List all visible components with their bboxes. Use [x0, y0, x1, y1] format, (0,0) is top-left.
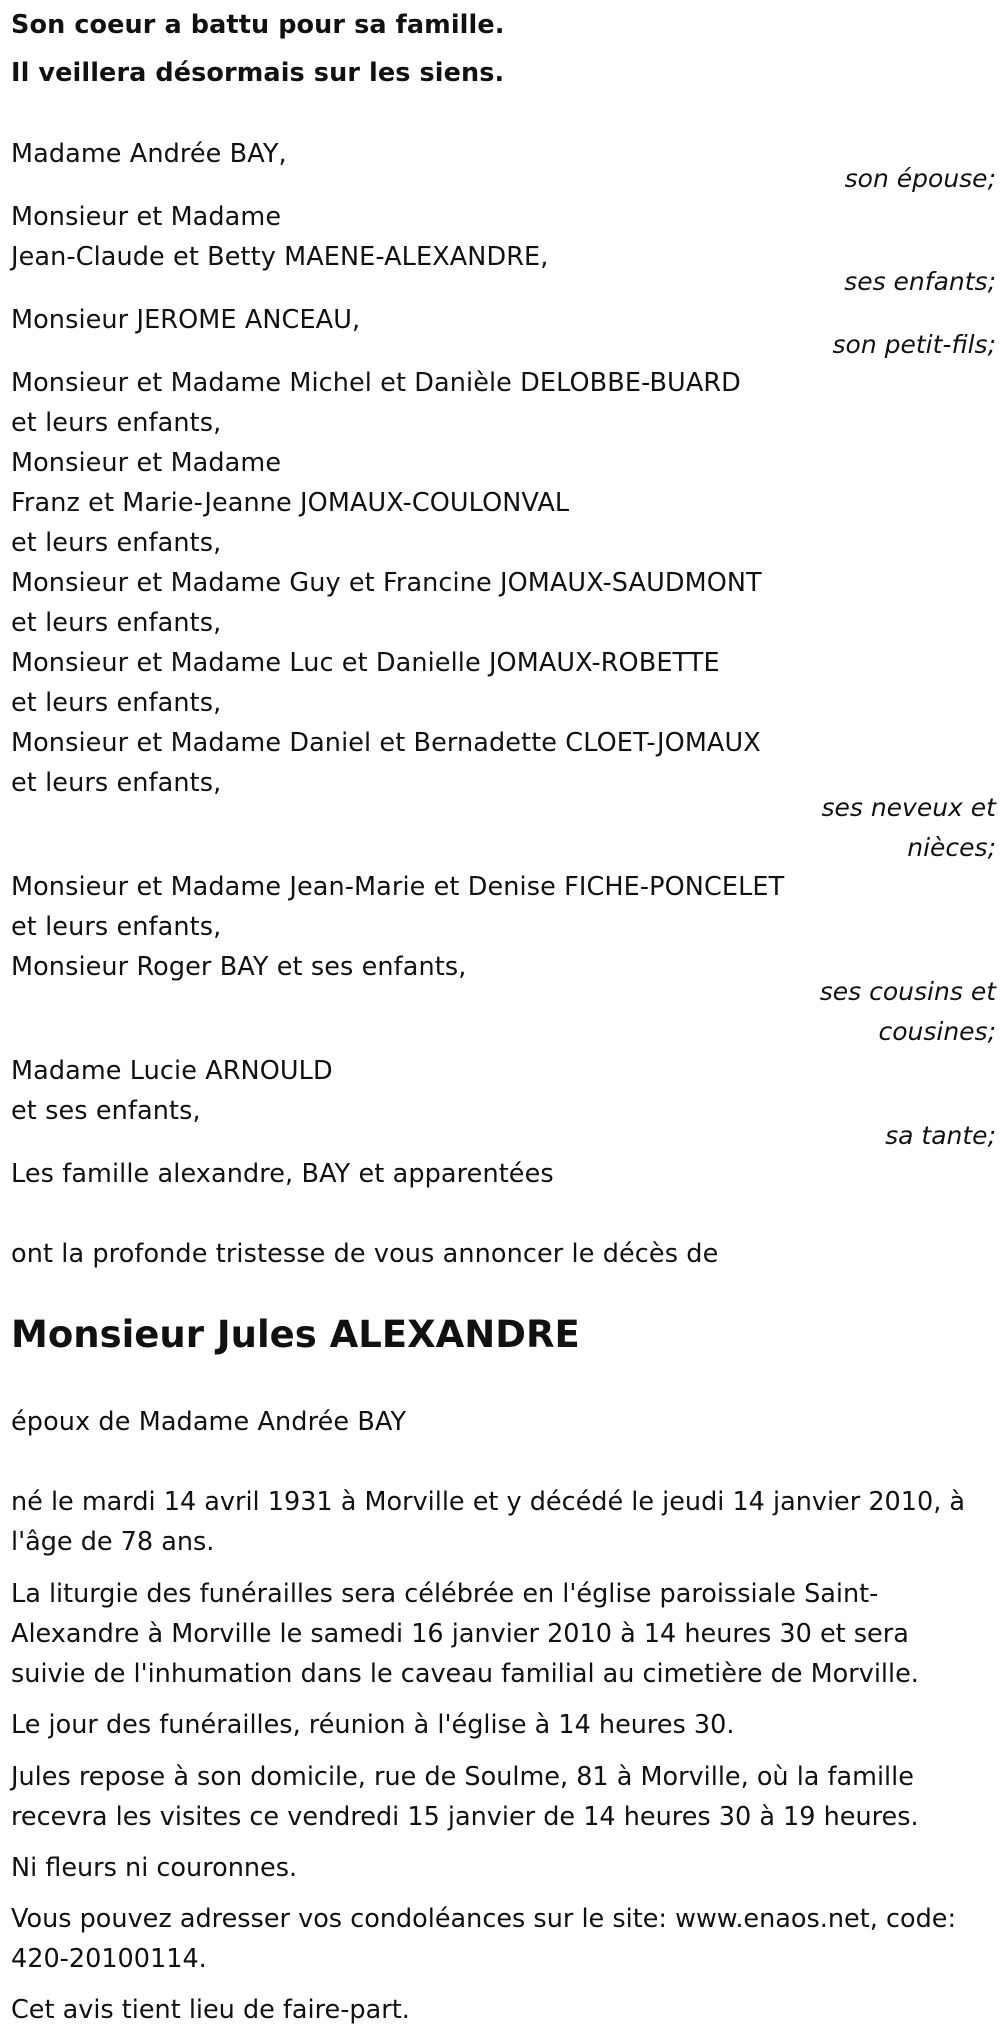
- intro-line-1: Son coeur a battu pour sa famille.: [11, 10, 505, 40]
- neveux-line: Monsieur et Madame Luc et Danielle JOMAUX-ROBETTE: [11, 648, 720, 678]
- neveux-line: et leurs enfants,: [11, 688, 222, 718]
- cousins-line: et leurs enfants,: [11, 912, 222, 942]
- neveux-relation-2: nièces;: [907, 833, 996, 862]
- neveux-relation-1: ses neveux et: [821, 793, 996, 822]
- neveux-line: Monsieur et Madame: [11, 448, 282, 478]
- other-families: Les famille alexandre, BAY et apparentées: [11, 1159, 554, 1189]
- notice-text: Cet avis tient lieu de faire-part.: [11, 1995, 410, 2025]
- tante-relation: sa tante;: [885, 1121, 996, 1150]
- enfants-relation: ses enfants;: [844, 267, 996, 296]
- epouse-name: Madame Andrée BAY,: [11, 139, 287, 169]
- cousins-line: Monsieur Roger BAY et ses enfants,: [11, 952, 467, 982]
- liturgy-details: La liturgie des funérailles sera célébrée en l'église paroissiale Saint-Alexandre à Morville le samedi 16 janvier 2010 à 14 heures 30 et sera suivie de l'inhumation dans le caveau familial au cimetière de Morville.: [11, 1579, 919, 1689]
- epouse-relation: son épouse;: [844, 164, 996, 193]
- neveux-line: et leurs enfants,: [11, 608, 222, 638]
- home-visit-details: Jules repose à son domicile, rue de Soulme, 81 à Morville, où la famille recevra les visites ce vendredi 15 janvier de 14 heures 30 à 19 heures.: [11, 1762, 919, 1832]
- announcement-text: ont la profonde tristesse de vous annoncer le décès de: [11, 1239, 719, 1269]
- neveux-line: Monsieur et Madame Michel et Danièle DELOBBE-BUARD: [11, 368, 741, 398]
- neveux-line: et leurs enfants,: [11, 408, 222, 438]
- enfants-line-2: Jean-Claude et Betty MAENE-ALEXANDRE,: [11, 242, 549, 272]
- cousins-relation-2: cousines;: [878, 1017, 996, 1046]
- flowers-note: Ni fleurs ni couronnes.: [11, 1853, 298, 1883]
- neveux-line: Monsieur et Madame Guy et Francine JOMAUX-SAUDMONT: [11, 568, 762, 598]
- petitfils-relation: son petit-fils;: [832, 330, 996, 359]
- cousins-relation-1: ses cousins et: [819, 977, 996, 1006]
- neveux-line: et leurs enfants,: [11, 528, 222, 558]
- intro-line-2: Il veillera désormais sur les siens.: [11, 58, 505, 88]
- cousins-line: Monsieur et Madame Jean-Marie et Denise FICHE-PONCELET: [11, 872, 785, 902]
- meeting-details: Le jour des funérailles, réunion à l'église à 14 heures 30.: [11, 1710, 735, 1740]
- neveux-line: Monsieur et Madame Daniel et Bernadette CLOET-JOMAUX: [11, 728, 761, 758]
- neveux-line: et leurs enfants,: [11, 768, 222, 798]
- condolences-info: Vous pouvez adresser vos condoléances sur le site: www.enaos.net, code: 420-20100114.: [11, 1904, 957, 1974]
- tante-line-1: Madame Lucie ARNOULD: [11, 1056, 333, 1086]
- neveux-line: Franz et Marie-Jeanne JOMAUX-COULONVAL: [11, 488, 570, 518]
- tante-line-2: et ses enfants,: [11, 1096, 201, 1126]
- deceased-name: Monsieur Jules ALEXANDRE: [11, 1313, 580, 1356]
- enfants-line-1: Monsieur et Madame: [11, 202, 282, 232]
- petitfils-name: Monsieur JEROME ANCEAU,: [11, 305, 361, 335]
- spouse-of: époux de Madame Andrée BAY: [11, 1407, 407, 1437]
- birth-death-details: né le mardi 14 avril 1931 à Morville et y décédé le jeudi 14 janvier 2010, à l'âge de 78 ans.: [11, 1487, 966, 1557]
